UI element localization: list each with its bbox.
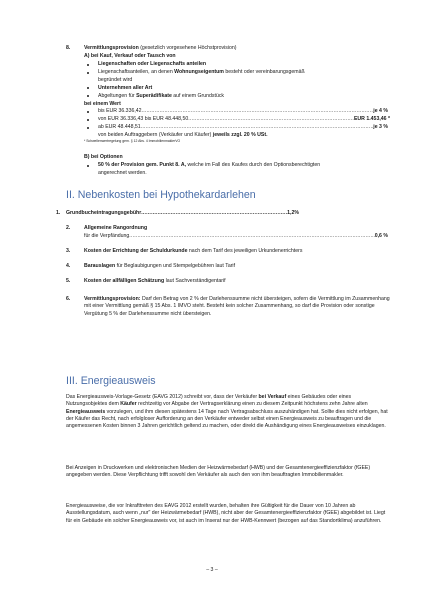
bullet-icon: [87, 95, 89, 97]
provision-title: Vermittlungsprovision (gesetzlich vorgesehene Höchstprovision): [84, 45, 237, 51]
paragraph: Energieausweise, die vor Inkrafttreten des EAVG 2012 erstellt wurden, behalten ihre Gültigkeit für die Dauer von 10 Jahren ab Ausstellungsdatum, auch wenn „nur" der Heizwärmebedarf (HWB), nicht aber der Gesamtenergieeffizienzfaktor (fGEE) abgebildet ist. Liegt für ein Gebäude ein solcher Energieausweis vor, ist auch im Inserat nur der HWB-Kennwert (bezogen auf das Standortklima) anzuführen.: [66, 503, 386, 524]
subheading-a: A) bei Kauf, Verkauf oder Tausch von: [84, 53, 176, 59]
fee-row: Grundbucheintragungsgebühr ..... 1,2%: [66, 210, 299, 217]
wert-row: bis EUR 36.336,42 ..... je 4 %: [98, 108, 388, 115]
subheading-b: B) bei Optionen: [84, 154, 123, 160]
paragraph: Das Energieausweis-Vorlage-Gesetz (EAVG 2012) schreibt vor, dass der Verkäufer bei Verkauf eines Gebäudes oder eines Nutzungsobjektes dem Käufer rechtzeitig vor Abgabe der Vertragserklärung einen zu diesem Zeitpunkt höchstens zehn Jahre alten Energieausweis vorzulegen, und ihm diesen spätestens 14 Tage nach Vertragsabschluss auszuhändigen hat. Sollte dies nicht erfolgen, hat der Käufer das Recht, nach erfolgloser Aufforderung an den Verkäufer entweder selbst einen Energieausweis zu beauftragen und die angemessenen Kosten binnen 3 Jahren gerichtlich geltend zu machen, oder direkt die Aushändigung eines Energieausweises einzuklagen.: [66, 394, 388, 430]
item-text: Barauslagen für Beglaubigungen und Stempelgebühren laut Tarif: [84, 263, 236, 269]
item-text: Kosten der Errichtung der Schuldurkunde nach dem Tarif des jeweiligen Urkundenerrichters: [84, 248, 303, 254]
bullet-icon: [87, 72, 89, 74]
bullet-icon: [87, 64, 89, 66]
item-number: 3.: [66, 248, 71, 254]
section-heading: II. Nebenkosten bei Hypothekardarlehen: [66, 189, 256, 201]
section-heading: III. Energieausweis: [66, 375, 156, 387]
item-number: 4.: [66, 263, 71, 269]
bullet-icon: [87, 119, 89, 121]
item-number: 8.: [66, 45, 71, 51]
item-title: Allgemeine Rangordnung: [84, 225, 148, 231]
item-text: Vermittlungsprovision: Darf den Betrag von 2 % der Darlehenssumme nicht übersteigen, sofern die Vermittlung im Zusammenhang mit einer Vermittlung gemäß § 15 Abs. 1 IMVO steht. Besteht kein solcher Zusammenhang, so darf die Provision oder sonstige Vergütung 5 % der Darlehenssumme nicht übersteigen.: [84, 296, 390, 317]
bullet-icon: [87, 111, 89, 113]
item-number: 5.: [66, 278, 71, 284]
bullet-text: Abgeltungen für Superädifikate auf einem Grundstück: [98, 92, 225, 99]
wert-row: von EUR 36.336,43 bis EUR 48.448,50 ..... EUR 1.453,46 *: [98, 116, 390, 123]
bullet-text: 50 % der Provision gem. Punkt 8. A, welche im Fall des Kaufes durch den Optionsberechtigten: [98, 162, 321, 168]
bullet-text: Unternehmen aller Art: [98, 84, 153, 91]
wert-heading: bei einem Wert: [84, 100, 121, 107]
bullet-icon: [87, 165, 89, 167]
bullet-text: Liegenschaftsanteilen, an denen Wohnungseigentum besteht oder vereinbarungsgemäß: [98, 69, 305, 75]
bullet-text-cont: angerechnet werden.: [98, 169, 147, 176]
page-number: – 3 –: [206, 567, 218, 573]
item-number: 1.: [56, 210, 61, 216]
footnote: * Schwellenwertregelung gem. § 12 Abs. 4 ImmobilienmaklerVO: [84, 139, 181, 143]
bullet-text: Liegenschaften oder Liegenschafts anteilen: [98, 61, 207, 67]
item-text: Kosten der allfälligen Schätzung laut Sachverständigentarif: [84, 278, 226, 284]
bullet-icon: [87, 87, 89, 89]
item-number: 6.: [66, 296, 71, 302]
wert-tail: von beiden Auftraggebern (Verkäufer und Käufer) jeweils zzgl. 20 % USt.: [98, 131, 268, 138]
item-number: 2.: [66, 225, 71, 231]
fee-row: für die Verpfändung ..... 0,6 %: [84, 233, 388, 240]
bullet-text-cont: begründet wird: [98, 76, 133, 83]
wert-row: ab EUR 48.448,51 ..... je 3 %: [98, 124, 388, 131]
bullet-icon: [87, 127, 89, 129]
paragraph: Bei Anzeigen in Druckwerken und elektronischen Medien der Heizwärmebedarf (HWB) und der Gesamtenergieeffizienzfaktor (fGEE) angegeben werden. Diese Verpflichtung trifft sowohl den Verkäufer als auch den von ihm beauftragten Immobilienmakler.: [66, 465, 371, 479]
